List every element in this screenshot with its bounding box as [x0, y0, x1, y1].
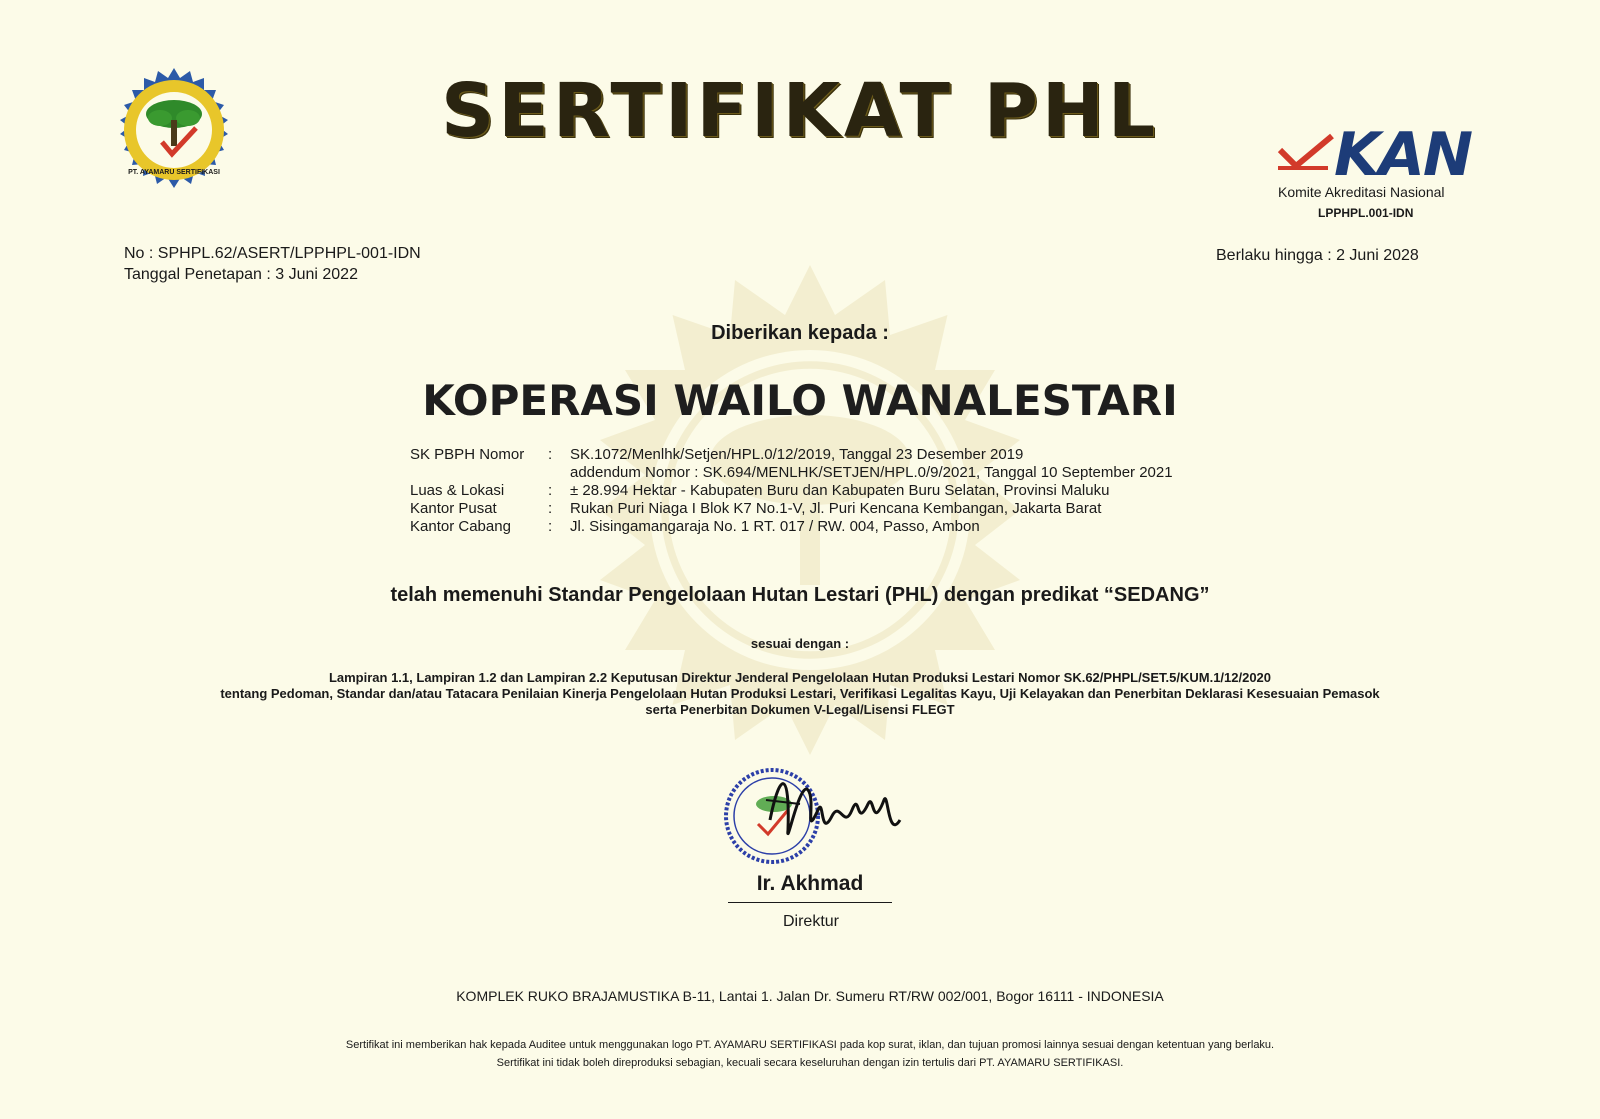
- detail-label: Kantor Cabang: [410, 518, 511, 535]
- basis-line: serta Penerbitan Dokumen V-Legal/Lisensi FLEGT: [645, 702, 955, 717]
- detail-label: Luas & Lokasi: [410, 482, 505, 499]
- issue-date: Tanggal Penetapan : 3 Juni 2022: [124, 266, 358, 283]
- detail-row: [410, 446, 1173, 464]
- kan-accreditation-code: LPPHPL.001-IDN: [1318, 206, 1414, 220]
- footer-line: Sertifikat ini tidak boleh direproduksi sebagian, kecuali secara keseluruhan dengan izin tertulis dari PT. AYAMARU SERTIFIKASI.: [496, 1057, 1124, 1069]
- recipient-details: [410, 446, 1173, 536]
- detail-value: addendum Nomor : SK.694/MENLHK/SETJEN/HPL.0/9/2021, Tanggal 10 September 2021: [570, 464, 1173, 481]
- detail-separator: [548, 464, 570, 482]
- valid-until: Berlaku hingga : 2 Juni 2028: [1216, 247, 1419, 264]
- detail-value: Rukan Puri Niaga I Blok K7 No.1-V, Jl. Puri Kencana Kembangan, Jakarta Barat: [570, 500, 1102, 517]
- recipient-name: KOPERASI WAILO WANALESTARI: [422, 376, 1178, 425]
- detail-separator: :: [548, 500, 553, 517]
- detail-value: SK.1072/Menlhk/Setjen/HPL.0/12/2019, Tanggal 23 Desember 2019: [570, 446, 1024, 463]
- kan-subtitle: Komite Akreditasi Nasional: [1278, 184, 1445, 200]
- basis-line: tentang Pedoman, Standar dan/atau Tatacara Penilaian Kinerja Pengelolaan Hutan Produksi Lestari, Verifikasi Legalitas Kayu, Uji Kelayakan dan Penerbitan Deklarasi Kesesuaian Pemasok: [220, 686, 1380, 701]
- detail-label: [410, 464, 548, 482]
- footer-line: Sertifikat ini memberikan hak kepada Auditee untuk menggunakan logo PT. AYAMARU SERTIFIKASI pada kop surat, iklan, dan tujuan promosi lainnya sesuai dengan ketentuan yang berlaku.: [345, 1039, 1275, 1051]
- certificate-number: No : SPHPL.62/ASERT/LPPHPL-001-IDN: [124, 245, 421, 262]
- kan-check-icon: [1276, 132, 1336, 172]
- certificate-number-block: [124, 243, 421, 285]
- detail-value: Jl. Sisingamangaraja No. 1 RT. 017 / RW. 004, Passo, Ambon: [570, 518, 980, 535]
- given-to-label: Diberikan kepada :: [711, 322, 889, 344]
- signatory-role: Direktur: [782, 913, 839, 930]
- certificate-title: SERTIFIKAT PHL: [440, 68, 1160, 154]
- footer-notes: [0, 1036, 1600, 1072]
- detail-separator: :: [548, 482, 553, 499]
- company-address: KOMPLEK RUKO BRAJAMUSTIKA B-11, Lantai 1. Jalan Dr. Sumeru RT/RW 002/001, Bogor 16111 - INDONESIA: [456, 988, 1164, 1004]
- detail-separator: :: [548, 518, 553, 535]
- basis-reference: [120, 670, 1480, 718]
- detail-row: [410, 464, 1173, 482]
- handwritten-signature-icon: [760, 760, 910, 860]
- detail-label: Kantor Pusat: [410, 500, 497, 517]
- detail-label: SK PBPH Nomor: [410, 446, 525, 463]
- detail-value: ± 28.994 Hektar - Kabupaten Buru dan Kabupaten Buru Selatan, Provinsi Maluku: [570, 482, 1110, 499]
- detail-row: [410, 482, 1173, 500]
- seal-text: PT. AYAMARU SERTIFIKASI: [128, 169, 220, 176]
- kan-logo-text: KAN: [1334, 120, 1472, 190]
- compliance-statement: telah memenuhi Standar Pengelolaan Hutan Lestari (PHL) dengan predikat “SEDANG”: [390, 584, 1210, 606]
- signatory-name: Ir. Akhmad: [756, 872, 864, 895]
- signature-line: [728, 902, 892, 903]
- detail-separator: :: [548, 446, 553, 463]
- detail-row: [410, 500, 1173, 518]
- basis-line: Lampiran 1.1, Lampiran 1.2 dan Lampiran 2.2 Keputusan Direktur Jenderal Pengelolaan Hutan Produksi Lestari Nomor SK.62/PHPL/SET.5/KUM.1/12/2020: [328, 670, 1272, 685]
- detail-row: [410, 518, 1173, 536]
- basis-intro: sesuai dengan :: [750, 636, 850, 651]
